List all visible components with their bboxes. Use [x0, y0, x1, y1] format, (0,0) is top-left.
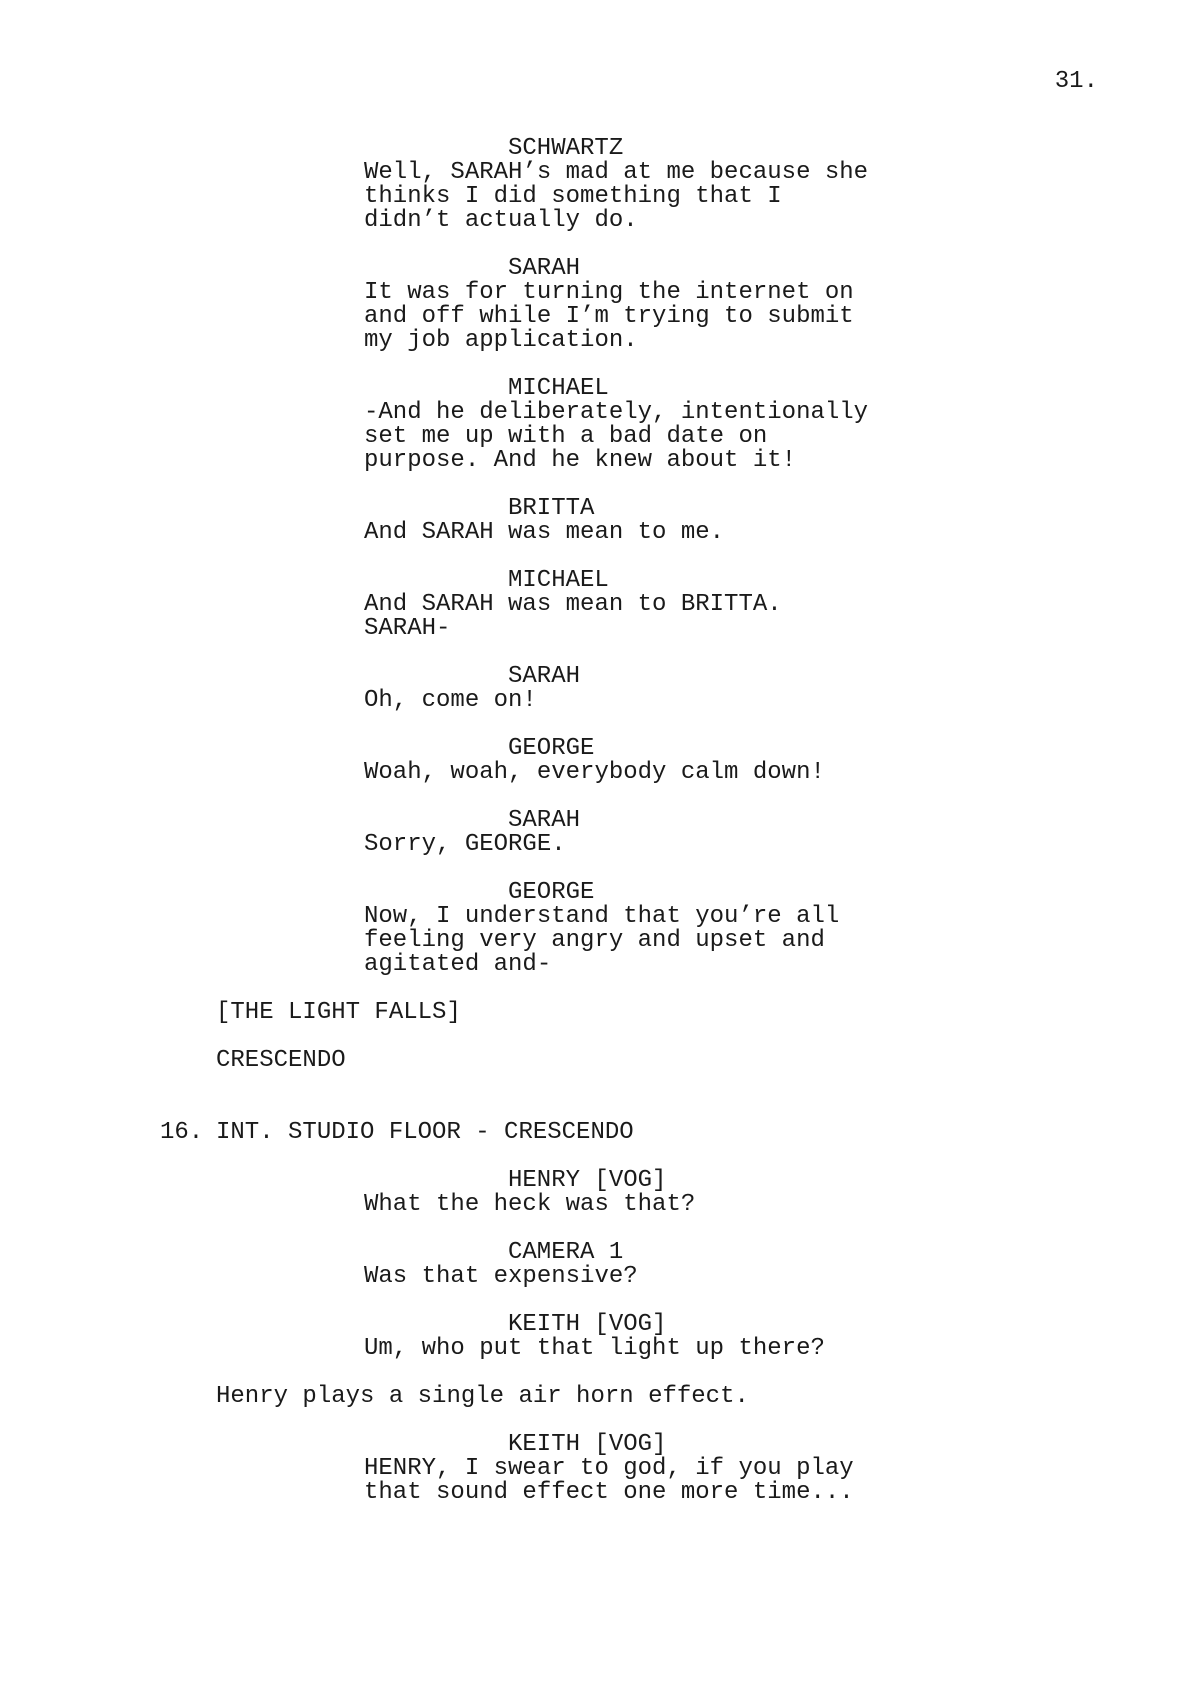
dialogue-block — [0, 1169, 1190, 1217]
dialogue-line: What the heck was that? — [364, 1191, 696, 1218]
dialogue-block — [0, 665, 1190, 713]
dialogue-line: purpose. And he knew about it! — [364, 447, 797, 474]
character-name: SARAH — [508, 807, 581, 834]
dialogue-line: agitated and- — [364, 951, 552, 978]
dialogue-line: And SARAH was mean to me. — [364, 519, 725, 546]
dialogue-line: Now, I understand that you’re all — [364, 903, 840, 930]
dialogue-line: set me up with a bad date on — [364, 423, 768, 450]
dialogue-block — [0, 809, 1190, 857]
dialogue-line: Woah, woah, everybody calm down! — [364, 759, 825, 786]
character-name: HENRY [VOG] — [508, 1167, 667, 1194]
dialogue-block — [0, 737, 1190, 785]
dialogue-line: that sound effect one more time... — [364, 1479, 854, 1506]
dialogue-line: and off while I’m trying to submit — [364, 303, 854, 330]
character-name: KEITH [VOG] — [508, 1431, 667, 1458]
character-name: SCHWARTZ — [508, 135, 624, 162]
action-line: CRESCENDO — [216, 1047, 346, 1074]
action-line: [THE LIGHT FALLS] — [216, 999, 461, 1026]
dialogue-line: feeling very angry and upset and — [364, 927, 825, 954]
dialogue-line: Sorry, GEORGE. — [364, 831, 566, 858]
dialogue-block — [0, 569, 1190, 641]
character-name: SARAH — [508, 255, 581, 282]
character-name: CAMERA 1 — [508, 1239, 624, 1266]
scene-heading — [160, 1121, 1190, 1145]
character-name: SARAH — [508, 663, 581, 690]
dialogue-line: Um, who put that light up there? — [364, 1335, 825, 1362]
dialogue-line: Well, SARAH’s mad at me because she — [364, 159, 869, 186]
dialogue-line: HENRY, I swear to god, if you play — [364, 1455, 854, 1482]
character-name: KEITH [VOG] — [508, 1311, 667, 1338]
dialogue-block — [0, 1241, 1190, 1289]
character-name: MICHAEL — [508, 375, 609, 402]
script-body — [0, 137, 1190, 1505]
dialogue-block — [0, 257, 1190, 353]
dialogue-line: thinks I did something that I — [364, 183, 782, 210]
dialogue-block — [0, 1313, 1190, 1361]
dialogue-line: Oh, come on! — [364, 687, 537, 714]
character-name: BRITTA — [508, 495, 595, 522]
scene-heading-text: INT. STUDIO FLOOR - CRESCENDO — [216, 1119, 634, 1146]
dialogue-block — [0, 881, 1190, 977]
character-name: MICHAEL — [508, 567, 609, 594]
dialogue-line: It was for turning the internet on — [364, 279, 854, 306]
dialogue-line: And SARAH was mean to BRITTA. — [364, 591, 782, 618]
dialogue-line: -And he deliberately, intentionally — [364, 399, 869, 426]
dialogue-line: didn’t actually do. — [364, 207, 638, 234]
dialogue-line: my job application. — [364, 327, 638, 354]
dialogue-block — [0, 377, 1190, 473]
scene-number: 16. — [160, 1119, 204, 1146]
action-line: Henry plays a single air horn effect. — [216, 1383, 749, 1410]
dialogue-block — [0, 137, 1190, 233]
dialogue-line: SARAH- — [364, 615, 451, 642]
dialogue-line: Was that expensive? — [364, 1263, 638, 1290]
page-number: 31. — [1054, 68, 1098, 95]
character-name: GEORGE — [508, 735, 595, 762]
dialogue-block — [0, 497, 1190, 545]
character-name: GEORGE — [508, 879, 595, 906]
dialogue-block — [0, 1433, 1190, 1505]
